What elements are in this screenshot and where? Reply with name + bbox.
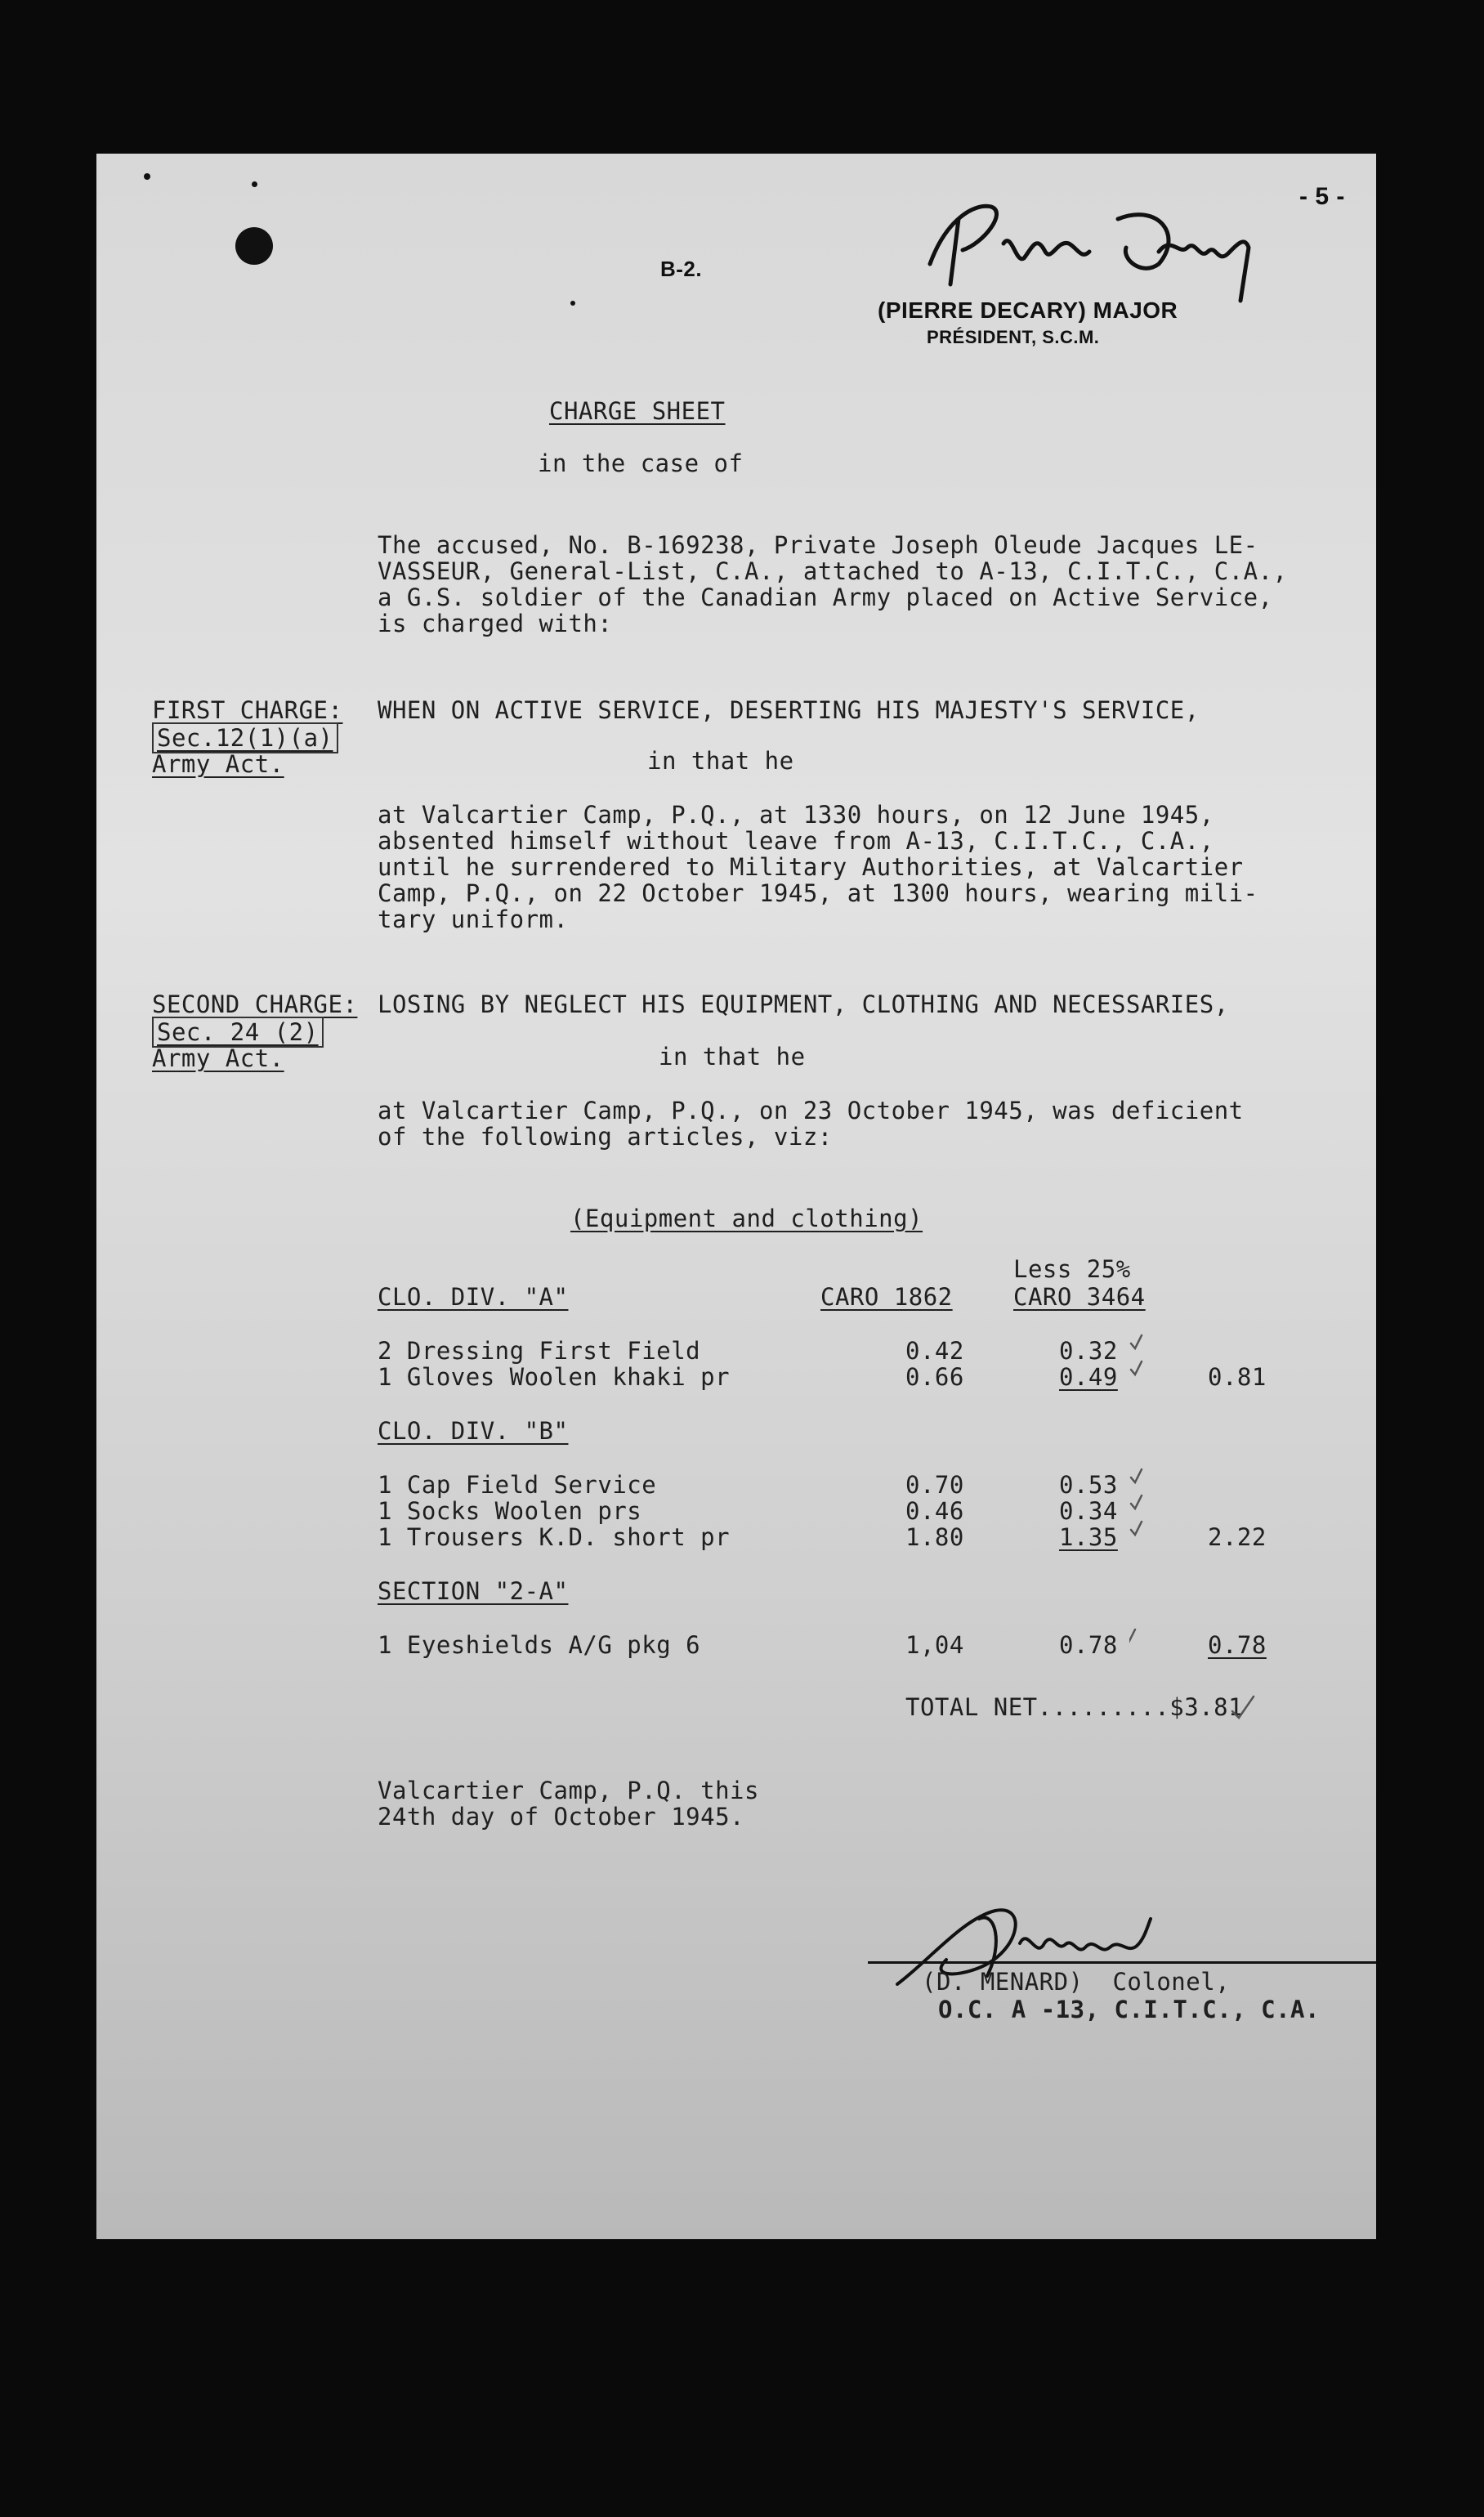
item-desc: 1 Cap Field Service bbox=[378, 1471, 657, 1499]
second-charge-label: SECOND CHARGE: bbox=[152, 990, 358, 1018]
president-name-rank: (PIERRE DECARY) MAJOR bbox=[878, 297, 1178, 323]
item-caro-3464: 0.32 bbox=[1059, 1337, 1118, 1365]
ink-speck bbox=[252, 181, 257, 187]
first-charge-section: Sec.12(1)(a) bbox=[152, 722, 338, 753]
second-charge-detail: of the following articles, viz: bbox=[378, 1123, 833, 1151]
column-header-caro-3464: CARO 3464 bbox=[1013, 1283, 1146, 1311]
first-charge-detail: until he surrendered to Military Authorities, at Valcartier bbox=[378, 853, 1244, 881]
item-desc: 1 Trousers K.D. short pr bbox=[378, 1523, 731, 1551]
item-subtotal: 0.78 bbox=[1208, 1631, 1267, 1659]
item-desc: 1 Socks Woolen prs bbox=[378, 1497, 642, 1525]
place-date-line: 24th day of October 1945. bbox=[378, 1803, 744, 1831]
intro-line: is charged with: bbox=[378, 610, 613, 637]
column-header-caro-1862: CARO 1862 bbox=[820, 1283, 953, 1311]
item-caro-1862: 1,04 bbox=[905, 1631, 964, 1659]
item-caro-3464: 0.34 bbox=[1059, 1497, 1118, 1525]
president-title: PRÉSIDENT, S.C.M. bbox=[927, 327, 1100, 347]
column-header-less: Less 25% bbox=[1013, 1255, 1131, 1283]
second-charge-in-that: in that he bbox=[659, 1043, 806, 1071]
second-charge-offence: LOSING BY NEGLECT HIS EQUIPMENT, CLOTHING AND NECESSARIES, bbox=[378, 990, 1229, 1018]
intro-line: VASSEUR, General-List, C.A., attached to A-13, C.I.T.C., C.A., bbox=[378, 557, 1288, 585]
second-charge-detail: at Valcartier Camp, P.Q., on 23 October 1945, was deficient bbox=[378, 1097, 1244, 1124]
section-heading: CLO. DIV. "A" bbox=[378, 1283, 569, 1311]
first-charge-label: FIRST CHARGE: bbox=[152, 696, 343, 724]
intro-line: a G.S. soldier of the Canadian Army placed on Active Service, bbox=[378, 583, 1273, 611]
item-desc: 2 Dressing First Field bbox=[378, 1337, 701, 1365]
signatory-unit: O.C. A -13, C.I.T.C., C.A. bbox=[938, 1996, 1320, 2023]
item-subtotal: 2.22 bbox=[1208, 1523, 1267, 1551]
item-caro-1862: 0.46 bbox=[905, 1497, 964, 1525]
first-charge-detail: absented himself without leave from A-13, C.I.T.C., C.A., bbox=[378, 827, 1214, 855]
subtitle: in the case of bbox=[538, 449, 744, 477]
first-charge-offence: WHEN ON ACTIVE SERVICE, DESERTING HIS MAJESTY'S SERVICE, bbox=[378, 696, 1200, 724]
item-caro-3464: 0.53 bbox=[1059, 1471, 1118, 1499]
section-heading: CLO. DIV. "B" bbox=[378, 1417, 569, 1445]
doc-code: B-2. bbox=[660, 257, 703, 281]
ink-speck bbox=[570, 301, 575, 306]
item-caro-3464: 1.35 bbox=[1059, 1523, 1118, 1551]
item-caro-3464: 0.49 bbox=[1059, 1363, 1118, 1391]
item-subtotal: 0.81 bbox=[1208, 1363, 1267, 1391]
item-caro-1862: 0.42 bbox=[905, 1337, 964, 1365]
second-charge-act: Army Act. bbox=[152, 1044, 284, 1072]
binder-hole bbox=[235, 227, 273, 265]
page-title: CHARGE SHEET bbox=[549, 397, 726, 425]
first-charge-act: Army Act. bbox=[152, 750, 284, 778]
first-charge-detail: tary uniform. bbox=[378, 905, 569, 933]
first-charge-detail: at Valcartier Camp, P.Q., at 1330 hours, on 12 June 1945, bbox=[378, 801, 1214, 829]
item-desc: 1 Eyeshields A/G pkg 6 bbox=[378, 1631, 701, 1659]
intro-line: The accused, No. B-169238, Private Joseph Oleude Jacques LE- bbox=[378, 531, 1258, 559]
signatory-name-rank: (D. MENARD) Colonel, bbox=[922, 1968, 1231, 1996]
equipment-heading: (Equipment and clothing) bbox=[570, 1205, 923, 1232]
item-caro-3464: 0.78 bbox=[1059, 1631, 1118, 1659]
item-caro-1862: 1.80 bbox=[905, 1523, 964, 1551]
place-date-line: Valcartier Camp, P.Q. this bbox=[378, 1777, 759, 1804]
item-caro-1862: 0.70 bbox=[905, 1471, 964, 1499]
item-caro-1862: 0.66 bbox=[905, 1363, 964, 1391]
total-net: TOTAL NET.........$3.81 bbox=[905, 1693, 1244, 1721]
first-charge-in-that: in that he bbox=[647, 747, 794, 775]
ink-speck bbox=[144, 173, 150, 180]
signature-line bbox=[868, 1961, 1376, 1964]
president-signature bbox=[914, 186, 1290, 309]
first-charge-detail: Camp, P.Q., on 22 October 1945, at 1300 hours, wearing mili- bbox=[378, 879, 1258, 907]
check-marks bbox=[1129, 1327, 1309, 1752]
section-heading: SECTION "2-A" bbox=[378, 1577, 569, 1605]
page-number: - 5 - bbox=[1299, 183, 1345, 210]
item-desc: 1 Gloves Woolen khaki pr bbox=[378, 1363, 731, 1391]
document-page bbox=[96, 154, 1376, 2239]
second-charge-section: Sec. 24 (2) bbox=[152, 1017, 324, 1048]
